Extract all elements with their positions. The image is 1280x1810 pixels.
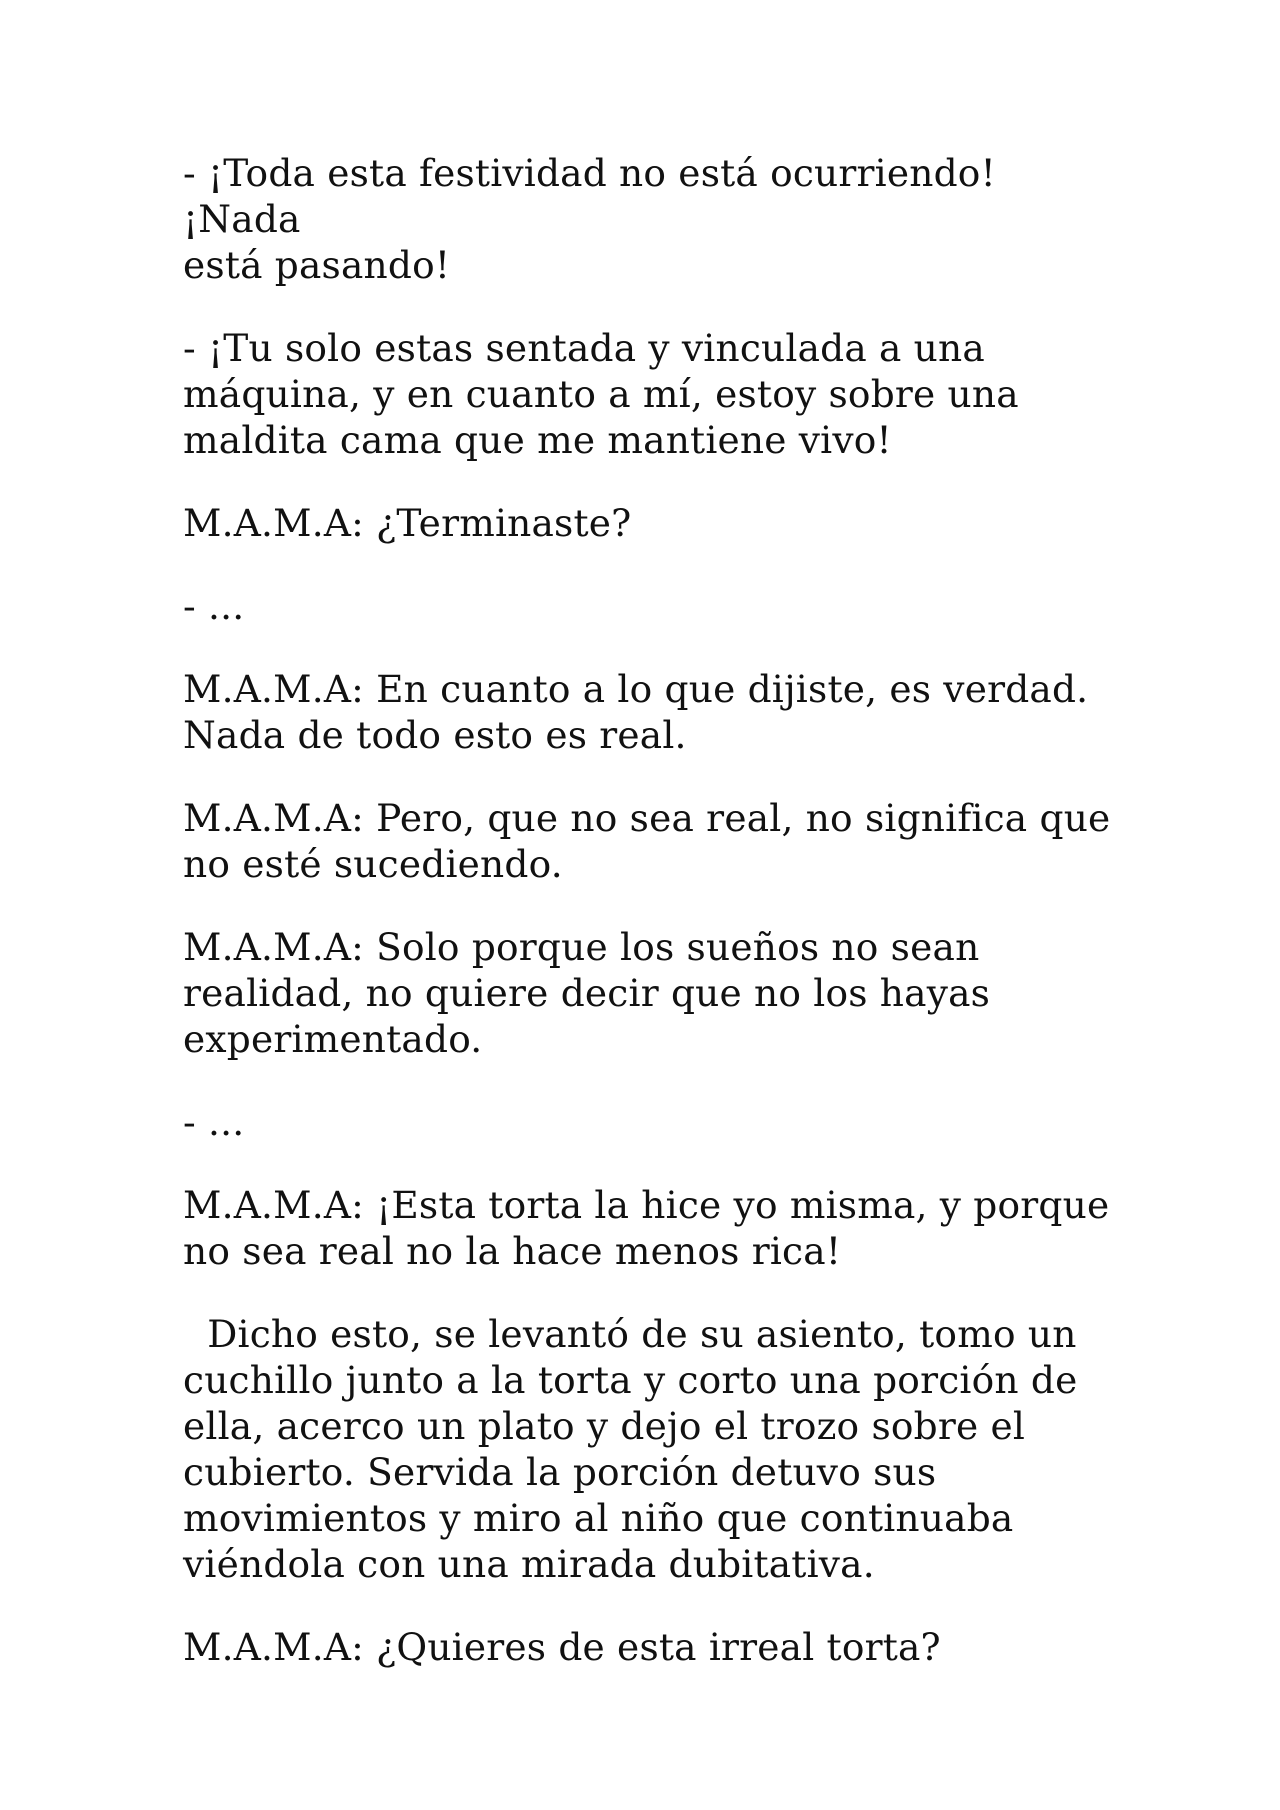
paragraph-9: M.A.M.A: ¡Esta torta la hice yo misma, y porque no sea real no la hace menos rica! [183, 1183, 1110, 1273]
paragraph-4: - ... [183, 584, 245, 628]
paragraph-8: - ... [183, 1100, 245, 1144]
paragraph-11: M.A.M.A: ¿Quieres de esta irreal torta? [183, 1625, 941, 1669]
paragraph-6: M.A.M.A: Pero, que no sea real, no significa que no esté sucediendo. [183, 796, 1111, 886]
paragraph-1: - ¡Toda esta festividad no está ocurriendo! ¡Nada está pasando! [183, 151, 996, 287]
paragraph-5: M.A.M.A: En cuanto a lo que dijiste, es verdad. Nada de todo esto es real. [183, 667, 1089, 757]
paragraph-3: M.A.M.A: ¿Terminaste? [183, 501, 632, 545]
story-text [183, 150, 1113, 1707]
paragraph-10: Dicho esto, se levantó de su asiento, tomo un cuchillo junto a la torta y corto una porción de ella, acerco un plato y dejo el trozo sobre el cubierto. Servida la porción detuvo sus movimientos y miro al niño que continuaba viéndola con una mirada dubitativa. [183, 1312, 1078, 1586]
paragraph-2: - ¡Tu solo estas sentada y vinculada a una máquina, y en cuanto a mí, estoy sobre una maldita cama que me mantiene vivo! [183, 326, 1019, 462]
paragraph-7: M.A.M.A: Solo porque los sueños no sean realidad, no quiere decir que no los hayas experimentado. [183, 925, 991, 1061]
